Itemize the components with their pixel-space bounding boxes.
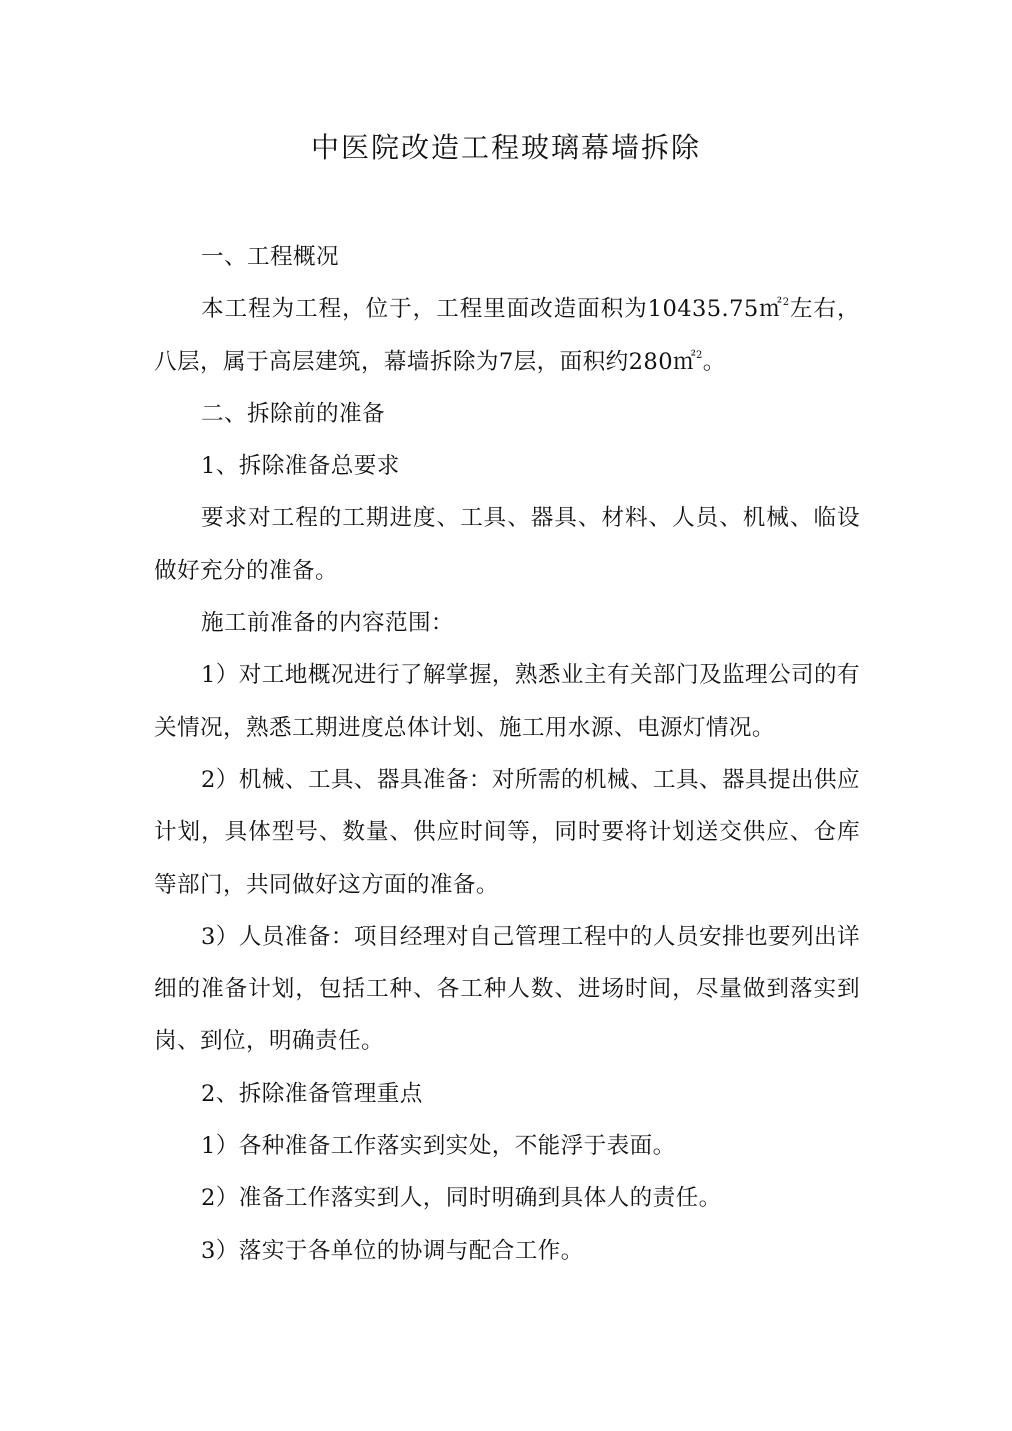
document-body [154,231,860,1277]
prep-scope-heading: 施工前准备的内容范围： [201,610,454,637]
key-item-responsibility: 2）准备工作落实到人，同时明确到具体人的责任。 [201,1185,722,1212]
key-item-coordination: 3）落实于各单位的协调与配合工作。 [201,1237,584,1264]
subheading-general-requirements: 1、拆除准备总要求 [201,453,400,480]
key-item-implementation: 1）各种准备工作落实到实处，不能浮于表面。 [201,1133,676,1160]
area-unit-superscript: 2 [782,297,790,309]
subheading-management-focus: 2、拆除准备管理重点 [201,1080,423,1107]
overview-paragraph [154,283,860,388]
prep-item-equipment: 2）机械、工具、器具准备：对所需的机械、工具、器具提出供应计划，具体型号、数量、供应时间等，同时要将计划送交供应、仓库等部门，共同做好这方面的准备。 [154,766,860,898]
overview-text-part2: 左右，八层，属于高层建筑，幕墙拆除为7层，面积约280㎡ [154,296,860,375]
overview-text-part3: 。 [702,348,726,375]
section-heading-overview: 一、工程概况 [201,244,339,270]
section-heading-preparation: 二、拆除前的准备 [201,400,385,427]
area-unit-superscript: 2 [695,349,703,361]
general-requirements-paragraph: 要求对工程的工期进度、工具、器具、材料、人员、机械、临设做好充分的准备。 [154,505,860,584]
overview-text-part1: 本工程为工程，位于，工程里面改造面积为10435.75㎡ [201,296,783,323]
prep-item-site-survey: 1）对工地概况进行了解掌握，熟悉业主有关部门及监理公司的有关情况，熟悉工期进度总体计划、施工用水源、电源灯情况。 [154,662,860,741]
document-title: 中医院改造工程玻璃幕墙拆除 [310,131,701,164]
prep-item-personnel: 3）人员准备：项目经理对自己管理工程中的人员安排也要列出详细的准备计划，包括工种、各工种人数、进场时间，尽量做到落实到岗、到位，明确责任。 [154,923,860,1055]
